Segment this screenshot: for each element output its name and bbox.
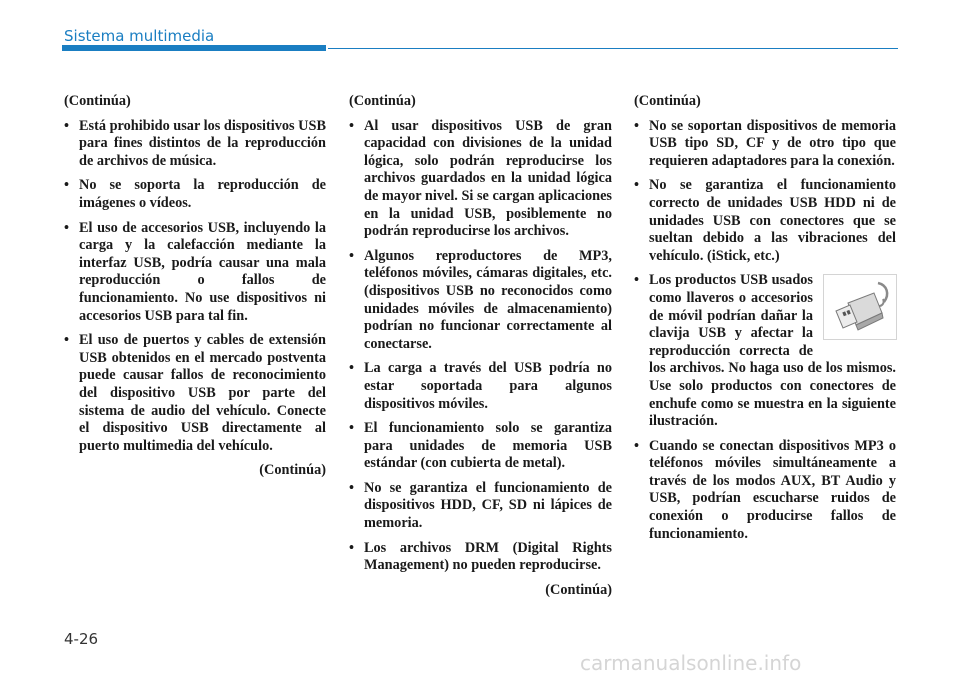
list-item: [64, 332, 326, 455]
bullet-icon: •: [634, 117, 640, 134]
bullet-list: [64, 118, 326, 456]
bullet-icon: •: [634, 177, 640, 194]
list-item-text: Al usar dispositivos USB de gran capacidad con divisiones de la unidad lógica, solo podrán reproducirse los archivos guardados en la unidad lógica de mayor nivel. Si se cargan aplicaciones en la unidad USB, posiblemente no podrán reproducirse los archivos.: [364, 117, 612, 240]
list-item: [349, 480, 612, 533]
list-item-text: No se soporta la reproducción de imágenes o vídeos.: [79, 177, 326, 211]
continued-label-bottom: (Continúa): [545, 581, 612, 598]
bullet-list: [634, 118, 896, 544]
list-item-text: El uso de accesorios USB, incluyendo la carga y la calefacción mediante la interfaz USB, podría causar una mala reproducción o fallos de funcionamiento. No use dispositivos ni accesorios USB para tal fin.: [79, 219, 326, 324]
usb-keychain-drive-icon: [823, 274, 897, 340]
continued-label: (Continúa): [349, 93, 416, 109]
continued-label-bottom: (Continúa): [259, 462, 326, 479]
list-item-text: Algunos reproductores de MP3, teléfonos móviles, cámaras digitales, etc. (dispositivos USB no reconocidos como unidades móviles de almacenamiento) podrían no funcionar correctamente al conectarse.: [364, 247, 612, 352]
bullet-icon: •: [349, 117, 355, 134]
list-item-text: Cuando se conectan dispositivos MP3 o teléfonos móviles simultáneamente a través de los modos AUX, BT Audio y USB, podrían escucharse ruidos de conexión o producirse fallos de funcionamiento.: [649, 437, 896, 542]
bullet-icon: •: [349, 479, 355, 496]
column-2: [349, 93, 612, 606]
list-item: [634, 177, 896, 265]
bullet-icon: •: [64, 117, 70, 134]
list-item-text: No se soportan dispositivos de memoria USB tipo SD, CF y de otro tipo que requieren adaptadores para la conexión.: [649, 117, 896, 169]
watermark: carmanualsonline.info: [580, 651, 802, 675]
list-item-text: No se garantiza el funcionamiento correcto de unidades USB HDD ni de unidades USB con conectores que se sueltan debido a las vibraciones del vehículo. (iStick, etc.): [649, 177, 896, 264]
bullet-icon: •: [349, 247, 355, 264]
bullet-icon: •: [634, 437, 640, 454]
continued-label: (Continúa): [64, 93, 131, 109]
bullet-icon: •: [64, 332, 70, 349]
list-item: [349, 248, 612, 354]
bullet-icon: •: [349, 539, 355, 556]
list-item: [634, 118, 896, 171]
list-item-text: La carga a través del USB podría no estar soportada para algunos dispositivos móviles.: [364, 360, 612, 412]
list-item: [64, 118, 326, 171]
header-rule-thick: [62, 45, 326, 51]
bullet-icon: •: [349, 420, 355, 437]
list-item: [349, 360, 612, 413]
list-item-text: Está prohibido usar los dispositivos USB para fines distintos de la reproducción de archivos de música.: [79, 117, 326, 169]
continued-label: (Continúa): [634, 93, 701, 109]
bullet-icon: •: [634, 272, 640, 289]
list-item: [634, 438, 896, 544]
bullet-icon: •: [349, 360, 355, 377]
list-item-text: Los productos USB usados como llaveros o accesorios de móvil podrían dañar la clavija USB y afectar la reproducción correcta de los archivos. No haga uso de los mismos. Use solo productos con conectores de enchufe como se muestra en la siguiente ilustración.: [649, 272, 896, 430]
column-3: [634, 93, 896, 550]
page-number: 4-26: [64, 630, 99, 648]
list-item-text: No se garantiza el funcionamiento de dispositivos HDD, CF, SD ni lápices de memoria.: [364, 479, 612, 532]
bullet-icon: •: [64, 177, 70, 194]
header-rule-thin: [328, 48, 898, 49]
list-item-text: El uso de puertos y cables de extensión USB obtenidos en el mercado postventa puede causar fallos de reconocimiento del dispositivo USB por parte del sistema de audio del vehículo. Conecte el dispositivo USB directamente al puerto multimedia del vehículo.: [79, 332, 326, 454]
list-item: [64, 177, 326, 212]
list-item: [349, 540, 612, 575]
bullet-icon: •: [64, 219, 70, 236]
usb-drive-illustration: [824, 275, 896, 339]
list-item-text: El funcionamiento solo se garantiza para unidades de memoria USB estándar (con cubierta de metal).: [364, 420, 612, 472]
section-title: Sistema multimedia: [64, 27, 215, 45]
bullet-list: [349, 118, 612, 575]
list-item: [349, 118, 612, 241]
list-item-text: Los archivos DRM (Digital Rights Management) no pueden reproducirse.: [364, 539, 612, 574]
list-item: [634, 272, 896, 430]
list-item: [349, 420, 612, 473]
column-1: [64, 93, 326, 487]
list-item: [64, 220, 326, 326]
